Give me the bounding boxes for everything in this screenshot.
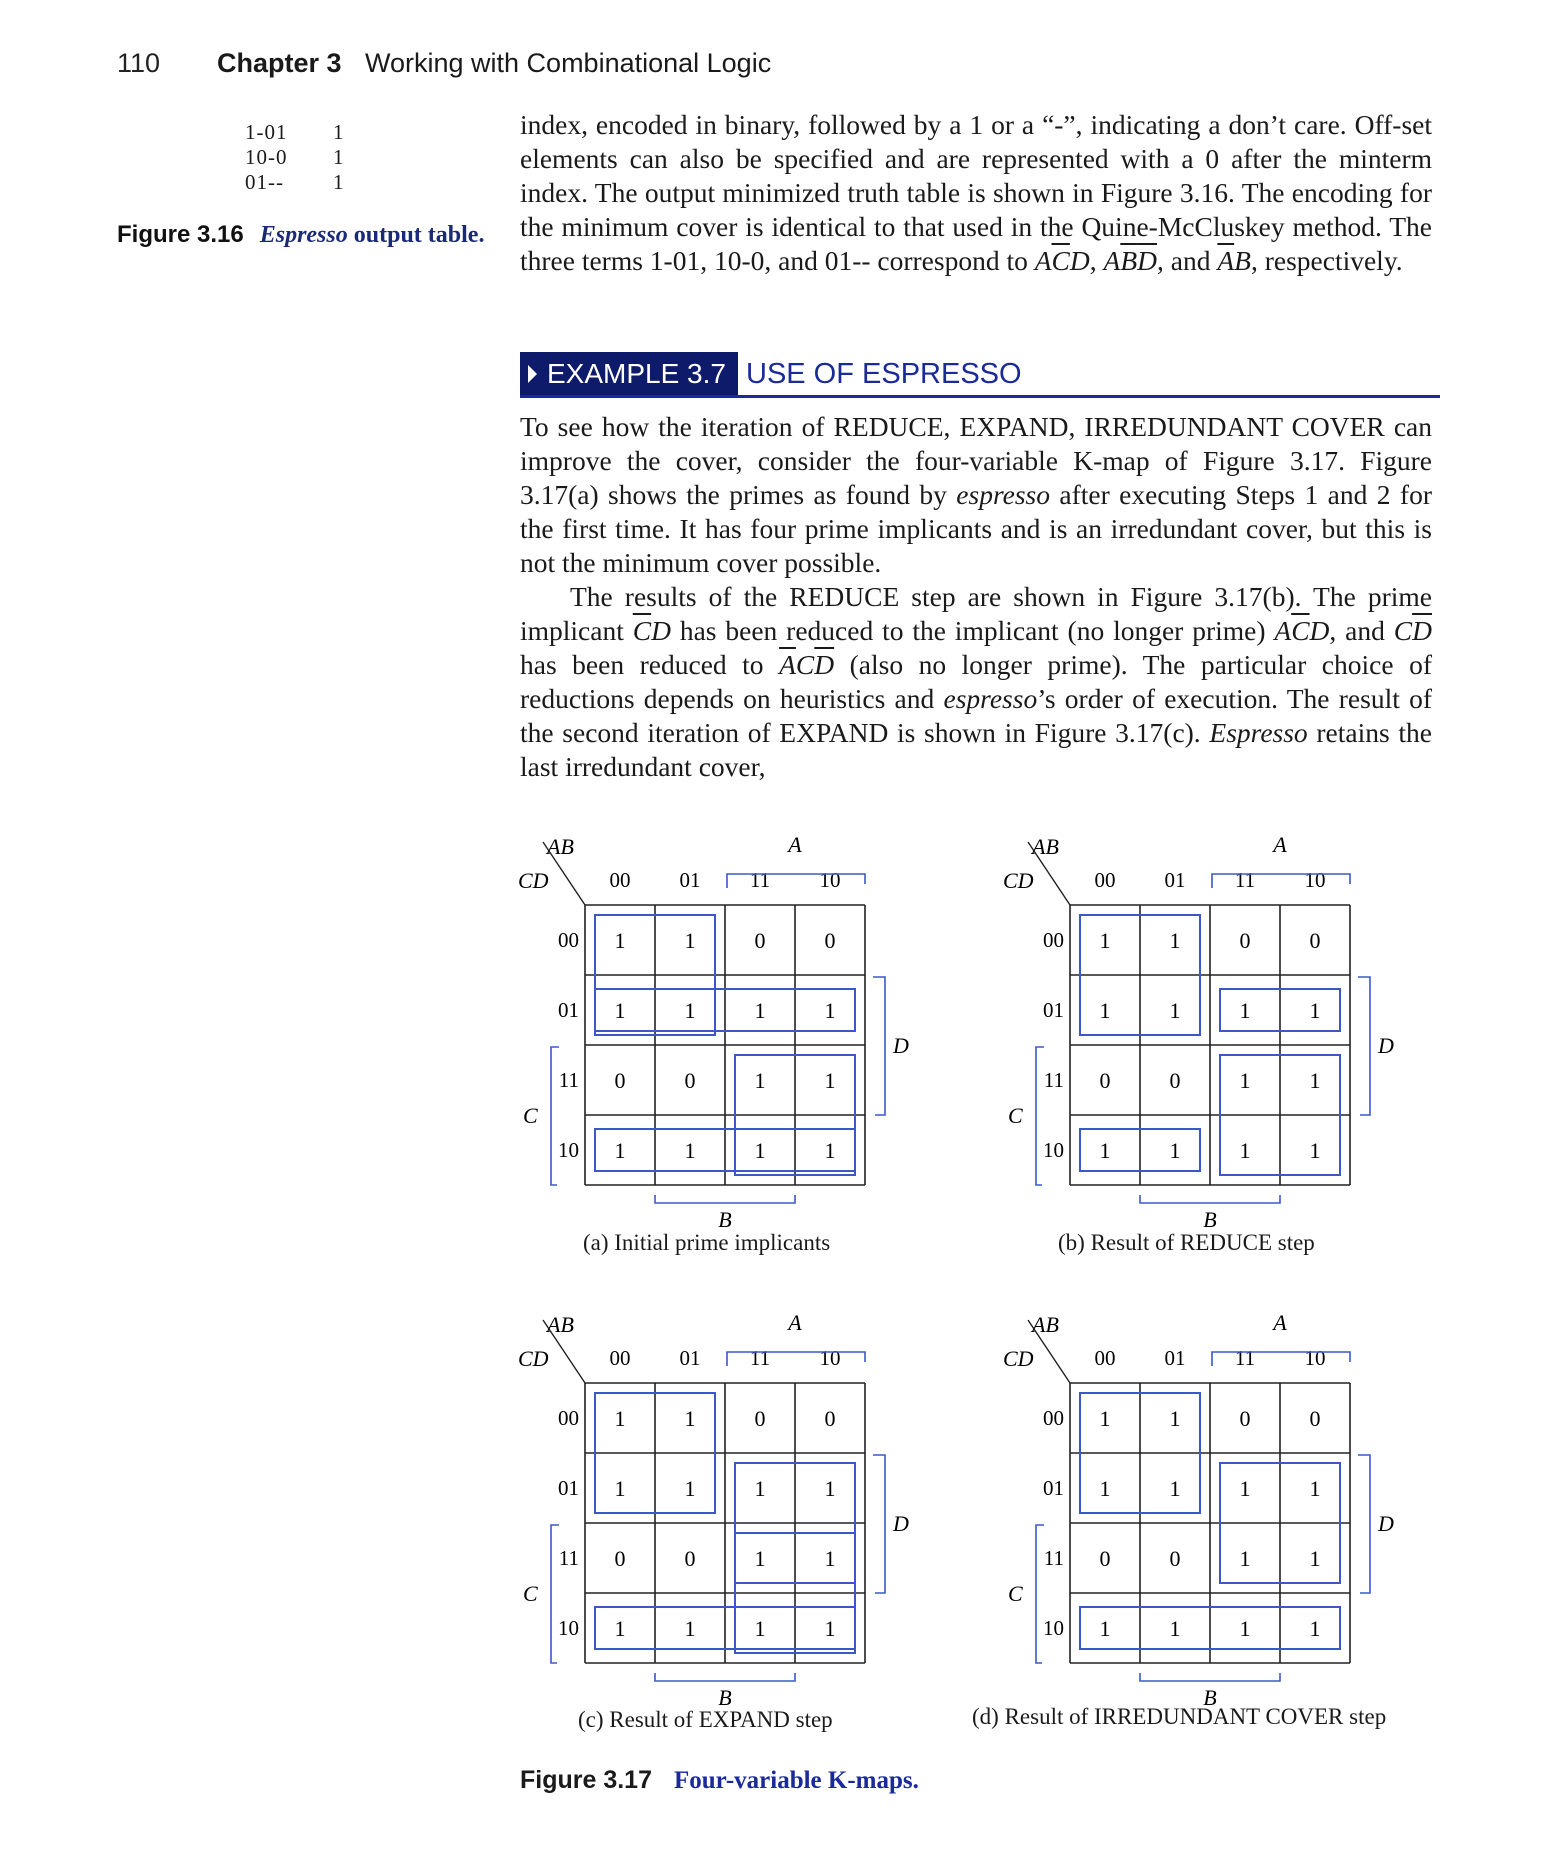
row-code: 11 (1043, 1068, 1064, 1092)
col-var-label: AB (547, 1312, 574, 1337)
kmap-grid (515, 1308, 935, 1728)
kmap-cell: 1 (824, 1616, 836, 1641)
kmap-cell: 1 (754, 998, 766, 1023)
kmap-c (515, 1308, 935, 1728)
kmap-cell: 0 (824, 928, 836, 953)
kmap-cell: 1 (1309, 1616, 1321, 1641)
var-d-label: D (893, 1511, 909, 1536)
row-var-label: CD (1003, 1346, 1034, 1371)
kmap-cell: 0 (684, 1068, 696, 1093)
row-code: 11 (558, 1546, 579, 1570)
row-code: 00 (1043, 928, 1064, 952)
row-code: 00 (1043, 1406, 1064, 1430)
var-c-label: C (523, 1103, 538, 1128)
triangle-icon (528, 365, 537, 383)
kmap-cell: 0 (754, 928, 766, 953)
col-code: 10 (819, 1346, 841, 1370)
row-code: 00 (558, 1406, 579, 1430)
example-number-box: EXAMPLE 3.7 (520, 352, 738, 396)
kmap-grid (1000, 830, 1420, 1250)
row-code: 11 (1043, 1546, 1064, 1570)
var-a-label: A (788, 1310, 802, 1335)
row-code: 10 (1043, 1616, 1064, 1640)
kmap-cell: 0 (614, 1546, 626, 1571)
kmap-cell: 0 (1309, 928, 1321, 953)
row-code: 10 (1043, 1138, 1064, 1162)
kmap-cell: 0 (1169, 1068, 1181, 1093)
var-a-label: A (1273, 832, 1287, 857)
figure-3-16-caption: Figure 3.16 Espresso output table. (117, 221, 485, 248)
kmap-cell: 1 (1169, 1476, 1181, 1501)
kmap-cell: 1 (684, 1406, 696, 1431)
col-code: 01 (679, 1346, 701, 1370)
col-code: 10 (1304, 868, 1326, 892)
kmap-cell: 1 (614, 1406, 626, 1431)
kmap-cell: 1 (754, 1546, 766, 1571)
col-code: 11 (1234, 1346, 1256, 1370)
var-c-label: C (1008, 1103, 1023, 1128)
figure-label: Figure 3.17 (520, 1766, 652, 1794)
kmap-cell: 1 (684, 928, 696, 953)
kmap-cell: 1 (1099, 998, 1111, 1023)
kmap-cell: 0 (1169, 1546, 1181, 1571)
b-bracket (655, 1673, 795, 1681)
kmap-cell: 1 (824, 1546, 836, 1571)
col-code: 10 (819, 868, 841, 892)
d-bracket (873, 1455, 885, 1593)
kmap-cell: 1 (1239, 1616, 1251, 1641)
kmap-cell: 1 (614, 1476, 626, 1501)
kmap-cell: 1 (754, 1476, 766, 1501)
kmap-cell: 1 (1239, 998, 1251, 1023)
col-var-label: AB (1032, 1312, 1059, 1337)
kmap-cell: 1 (1169, 1616, 1181, 1641)
kmap-cell: 0 (1239, 1406, 1251, 1431)
kmap-cell: 0 (684, 1546, 696, 1571)
kmap-cell: 1 (1309, 1476, 1321, 1501)
kmap-cell: 1 (684, 1476, 696, 1501)
var-d-label: D (1378, 1511, 1394, 1536)
var-a-label: A (1273, 1310, 1287, 1335)
kmap-cell: 1 (1169, 1406, 1181, 1431)
kmap-cell: 1 (1239, 1138, 1251, 1163)
d-bracket (1358, 977, 1370, 1115)
kmap-cell: 0 (1099, 1546, 1111, 1571)
col-code: 00 (609, 1346, 631, 1370)
kmap-cell: 0 (1099, 1068, 1111, 1093)
col-code: 01 (1164, 1346, 1186, 1370)
kmap-grid (1000, 1308, 1420, 1728)
row-code: 00 (558, 928, 579, 952)
var-a-label: A (788, 832, 802, 857)
kmap-cell: 0 (1309, 1406, 1321, 1431)
kmap-cell: 0 (614, 1068, 626, 1093)
kmap-c-caption: (c) Result of EXPAND step (578, 1707, 833, 1732)
kmap-b (1000, 830, 1420, 1250)
kmap-cell: 1 (824, 1476, 836, 1501)
kmap-cell: 1 (1309, 1068, 1321, 1093)
kmap-cell: 1 (1099, 1616, 1111, 1641)
col-code: 01 (679, 868, 701, 892)
kmap-b-caption: (b) Result of REDUCE step (1058, 1230, 1315, 1255)
kmap-cell: 0 (1239, 928, 1251, 953)
var-d-label: D (1378, 1033, 1394, 1058)
row-code: 10 (558, 1616, 579, 1640)
row-var-label: CD (1003, 868, 1034, 893)
example-rule (520, 395, 1440, 398)
kmap-a-caption: (a) Initial prime implicants (583, 1230, 831, 1255)
a-bracket (727, 874, 865, 888)
kmap-cell: 1 (1099, 1138, 1111, 1163)
chapter-title: Working with Combinational Logic (365, 48, 772, 78)
table-row: 01-- 1 (245, 170, 344, 194)
kmap-cell: 1 (1309, 998, 1321, 1023)
kmap-d (1000, 1308, 1420, 1728)
a-bracket (1212, 874, 1350, 888)
kmap-cell: 0 (824, 1406, 836, 1431)
d-bracket (873, 977, 885, 1115)
kmap-cell: 1 (1169, 1138, 1181, 1163)
kmap-grid (515, 830, 935, 1250)
col-code: 01 (1164, 868, 1186, 892)
kmap-cell: 1 (684, 1616, 696, 1641)
kmap-cell: 1 (684, 998, 696, 1023)
kmap-cell: 1 (1239, 1476, 1251, 1501)
kmap-cell: 1 (754, 1068, 766, 1093)
kmap-cell: 1 (684, 1138, 696, 1163)
b-bracket (1140, 1195, 1280, 1203)
col-var-label: AB (547, 834, 574, 859)
kmap-cell: 1 (824, 1068, 836, 1093)
kmap-cell: 1 (1169, 928, 1181, 953)
col-var-label: AB (1032, 834, 1059, 859)
kmap-cell: 1 (614, 1616, 626, 1641)
var-b-label: B (1203, 1207, 1217, 1232)
kmap-cell: 1 (1239, 1546, 1251, 1571)
var-b-label: B (718, 1685, 732, 1710)
kmap-cell: 1 (1099, 1406, 1111, 1431)
b-bracket (1140, 1673, 1280, 1681)
d-bracket (1358, 1455, 1370, 1593)
kmap-cell: 1 (1099, 928, 1111, 953)
page-number: 110 (117, 48, 161, 78)
col-code: 00 (1094, 868, 1116, 892)
kmap-cell: 0 (754, 1406, 766, 1431)
kmap-cell: 1 (1099, 1476, 1111, 1501)
row-code: 11 (558, 1068, 579, 1092)
paragraph-intro: index, encoded in binary, followed by a 1 or a “-”, indicating a don’t care. Off-set elements can also be specified and are represented with a 0 after the minterm index. The output minimized truth table is shown in Figure 3.16. The encoding for the minimum cover is identical to that used in the Quine-McCluskey method. The three terms 1-01, 10-0, and 01-- correspond to $A\overline{C}D$, $A\overline{B}\overline{D}$, and $\overline{A}B$, respectively. (520, 109, 1432, 276)
col-code: 00 (609, 868, 631, 892)
var-d-label: D (893, 1033, 909, 1058)
row-code: 01 (1043, 998, 1064, 1022)
col-code: 11 (1234, 868, 1256, 892)
col-code: 11 (749, 1346, 771, 1370)
var-c-label: C (1008, 1581, 1023, 1606)
kmap-cell: 1 (614, 998, 626, 1023)
kmap-cell: 1 (824, 998, 836, 1023)
paragraph-example: To see how the iteration of REDUCE, EXPAND, IRREDUNDANT COVER can improve the cover, consider the four-variable K-map of Figure 3.17. Figure 3.17(a) shows the primes as found by espresso after executing Steps 1 and 2 for the first time. It has four prime implicants and is an irredundant cover, but this is not the minimum cover possible. The results of the REDUCE step are shown in Figure 3.17(b). The prime implicant $\overline{C}D$ has been reduced to the implicant (no longer prime) $A\overline{C}D$, and $C\overline{D}$ has been reduced to $\overline{A}C\overline{D}$ (also no longer prime). The particular choice of reductions depends on heuristics and espresso’s order of execution. The result of the second iteration of EXPAND is shown in Figure 3.17(c). Espresso retains the last irredundant cover, (520, 411, 1433, 782)
row-code: 01 (558, 998, 579, 1022)
kmap-cell: 1 (614, 928, 626, 953)
chapter-label: Chapter 3 (217, 48, 342, 78)
kmap-cell: 1 (754, 1616, 766, 1641)
row-code: 01 (558, 1476, 579, 1500)
a-bracket (727, 1352, 865, 1366)
table-row: 1-01 1 (245, 120, 344, 144)
kmap-cell: 1 (824, 1138, 836, 1163)
var-b-label: B (718, 1207, 732, 1232)
col-code: 11 (749, 868, 771, 892)
row-code: 01 (1043, 1476, 1064, 1500)
example-title: USE OF ESPRESSO (746, 358, 1022, 390)
kmap-d-caption: (d) Result of IRREDUNDANT COVER step (972, 1704, 1387, 1729)
table-row: 10-0 1 (245, 145, 344, 169)
b-bracket (655, 1195, 795, 1203)
figure-3-17-caption: Figure 3.17 Four-variable K-maps. (520, 1766, 919, 1794)
kmap-cell: 1 (754, 1138, 766, 1163)
var-b-label: B (1203, 1685, 1217, 1710)
row-var-label: CD (518, 1346, 549, 1371)
example-heading (520, 352, 1440, 396)
espresso-output-table (245, 120, 344, 195)
kmap-a (515, 830, 935, 1250)
row-var-label: CD (518, 868, 549, 893)
kmap-cell: 1 (614, 1138, 626, 1163)
kmap-cell: 1 (1309, 1546, 1321, 1571)
col-code: 10 (1304, 1346, 1326, 1370)
figure-label: Figure 3.16 (117, 221, 244, 248)
kmap-cell: 1 (1239, 1068, 1251, 1093)
var-c-label: C (523, 1581, 538, 1606)
a-bracket (1212, 1352, 1350, 1366)
col-code: 00 (1094, 1346, 1116, 1370)
row-code: 10 (558, 1138, 579, 1162)
kmap-cell: 1 (1309, 1138, 1321, 1163)
kmap-cell: 1 (1169, 998, 1181, 1023)
